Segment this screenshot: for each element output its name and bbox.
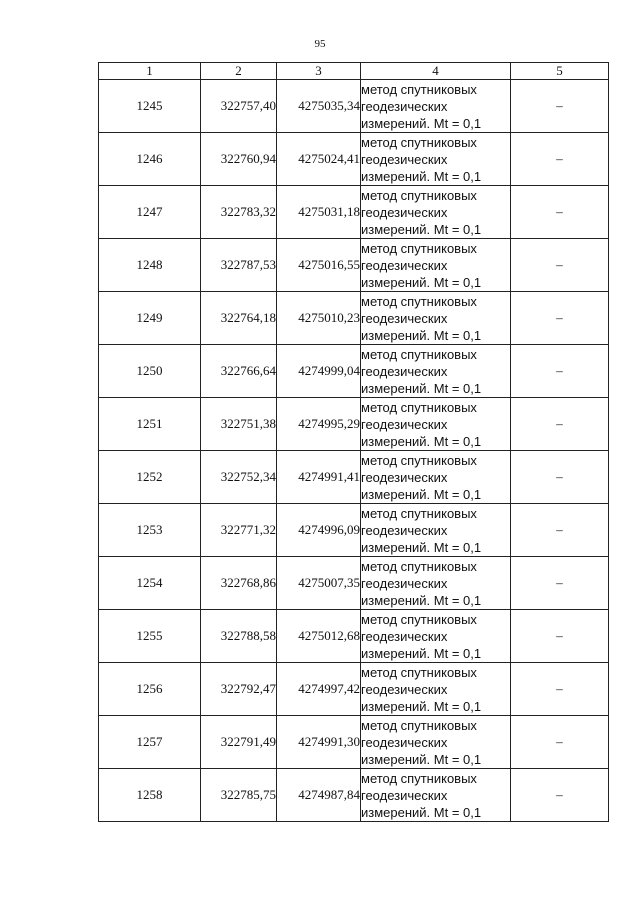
point-number-cell: 1251: [99, 398, 201, 451]
note-cell: –: [511, 80, 609, 133]
note-cell: –: [511, 769, 609, 822]
table-row: [99, 451, 609, 504]
x-coordinate-cell: 322764,18: [201, 292, 277, 345]
note-cell: –: [511, 451, 609, 504]
note-cell: –: [511, 133, 609, 186]
y-coordinate-cell: 4275024,41: [277, 133, 361, 186]
y-coordinate-cell: 4275012,68: [277, 610, 361, 663]
method-line: метод спутниковых: [361, 240, 477, 256]
method-line: метод спутниковых: [361, 187, 477, 203]
point-number-cell: 1250: [99, 345, 201, 398]
method-line: измерений. Mt = 0,1: [361, 698, 482, 714]
table-row: [99, 610, 609, 663]
x-coordinate-cell: 322766,64: [201, 345, 277, 398]
table-row: [99, 769, 609, 822]
method-line: измерений. Mt = 0,1: [361, 751, 482, 767]
y-coordinate-cell: 4274999,04: [277, 345, 361, 398]
point-number-cell: 1258: [99, 769, 201, 822]
x-coordinate-cell: 322751,38: [201, 398, 277, 451]
y-coordinate-cell: 4274991,41: [277, 451, 361, 504]
x-coordinate-cell: 322791,49: [201, 716, 277, 769]
y-coordinate-cell: 4274991,30: [277, 716, 361, 769]
x-coordinate-cell: 322768,86: [201, 557, 277, 610]
column-header: 4: [361, 63, 511, 80]
y-coordinate-cell: 4275010,23: [277, 292, 361, 345]
table-row: [99, 716, 609, 769]
page-number: 95: [314, 38, 326, 50]
method-line: геодезических: [361, 310, 448, 326]
method-cell: [361, 292, 511, 345]
method-cell: [361, 557, 511, 610]
note-cell: –: [511, 610, 609, 663]
method-cell: [361, 345, 511, 398]
column-header: 5: [511, 63, 609, 80]
method-cell: [361, 610, 511, 663]
point-number-cell: 1256: [99, 663, 201, 716]
note-cell: –: [511, 504, 609, 557]
point-number-cell: 1245: [99, 80, 201, 133]
method-cell: [361, 663, 511, 716]
method-line: метод спутниковых: [361, 134, 477, 150]
method-line: геодезических: [361, 257, 448, 273]
note-cell: –: [511, 663, 609, 716]
table-row: [99, 186, 609, 239]
point-number-cell: 1246: [99, 133, 201, 186]
method-line: метод спутниковых: [361, 505, 477, 521]
y-coordinate-cell: 4275007,35: [277, 557, 361, 610]
method-line: метод спутниковых: [361, 346, 477, 362]
method-line: метод спутниковых: [361, 717, 477, 733]
point-number-cell: 1252: [99, 451, 201, 504]
method-line: геодезических: [361, 416, 448, 432]
method-cell: [361, 398, 511, 451]
note-cell: –: [511, 239, 609, 292]
x-coordinate-cell: 322787,53: [201, 239, 277, 292]
method-line: метод спутниковых: [361, 399, 477, 415]
table-row: [99, 398, 609, 451]
table-row: [99, 504, 609, 557]
method-line: метод спутниковых: [361, 81, 477, 97]
method-line: измерений. Mt = 0,1: [361, 221, 482, 237]
table-row: [99, 663, 609, 716]
note-cell: –: [511, 186, 609, 239]
y-coordinate-cell: 4274996,09: [277, 504, 361, 557]
table-row: [99, 239, 609, 292]
method-line: измерений. Mt = 0,1: [361, 486, 482, 502]
method-line: метод спутниковых: [361, 452, 477, 468]
method-line: геодезических: [361, 628, 448, 644]
table-body: [99, 80, 609, 822]
method-cell: [361, 716, 511, 769]
method-line: измерений. Mt = 0,1: [361, 645, 482, 661]
method-line: геодезических: [361, 98, 448, 114]
method-cell: [361, 80, 511, 133]
x-coordinate-cell: 322757,40: [201, 80, 277, 133]
table-row: [99, 80, 609, 133]
y-coordinate-cell: 4275035,34: [277, 80, 361, 133]
point-number-cell: 1254: [99, 557, 201, 610]
table-row: [99, 292, 609, 345]
method-line: геодезических: [361, 151, 448, 167]
method-line: измерений. Mt = 0,1: [361, 539, 482, 555]
method-line: измерений. Mt = 0,1: [361, 327, 482, 343]
column-header: 1: [99, 63, 201, 80]
y-coordinate-cell: 4274997,42: [277, 663, 361, 716]
method-line: измерений. Mt = 0,1: [361, 115, 482, 131]
note-cell: –: [511, 716, 609, 769]
table-row: [99, 557, 609, 610]
x-coordinate-cell: 322752,34: [201, 451, 277, 504]
method-line: метод спутниковых: [361, 558, 477, 574]
note-cell: –: [511, 398, 609, 451]
method-cell: [361, 239, 511, 292]
method-line: измерений. Mt = 0,1: [361, 168, 482, 184]
method-line: измерений. Mt = 0,1: [361, 433, 482, 449]
method-line: геодезических: [361, 469, 448, 485]
method-line: метод спутниковых: [361, 664, 477, 680]
point-number-cell: 1257: [99, 716, 201, 769]
method-cell: [361, 186, 511, 239]
method-line: метод спутниковых: [361, 611, 477, 627]
x-coordinate-cell: 322785,75: [201, 769, 277, 822]
y-coordinate-cell: 4275031,18: [277, 186, 361, 239]
point-number-cell: 1253: [99, 504, 201, 557]
table-row: [99, 345, 609, 398]
y-coordinate-cell: 4274995,29: [277, 398, 361, 451]
method-line: геодезических: [361, 575, 448, 591]
method-line: геодезических: [361, 363, 448, 379]
method-line: геодезических: [361, 204, 448, 220]
method-line: геодезических: [361, 681, 448, 697]
table-row: [99, 133, 609, 186]
method-line: геодезических: [361, 522, 448, 538]
y-coordinate-cell: 4274987,84: [277, 769, 361, 822]
x-coordinate-cell: 322792,47: [201, 663, 277, 716]
point-number-cell: 1255: [99, 610, 201, 663]
column-header: 3: [277, 63, 361, 80]
method-cell: [361, 504, 511, 557]
point-number-cell: 1249: [99, 292, 201, 345]
note-cell: –: [511, 557, 609, 610]
coordinates-table: [98, 62, 609, 822]
method-line: измерений. Mt = 0,1: [361, 274, 482, 290]
method-line: метод спутниковых: [361, 293, 477, 309]
table-header-row: [99, 63, 609, 80]
method-cell: [361, 133, 511, 186]
note-cell: –: [511, 345, 609, 398]
y-coordinate-cell: 4275016,55: [277, 239, 361, 292]
method-line: геодезических: [361, 734, 448, 750]
method-line: измерений. Mt = 0,1: [361, 804, 482, 820]
method-line: метод спутниковых: [361, 770, 477, 786]
column-header: 2: [201, 63, 277, 80]
method-cell: [361, 451, 511, 504]
x-coordinate-cell: 322771,32: [201, 504, 277, 557]
method-line: измерений. Mt = 0,1: [361, 592, 482, 608]
x-coordinate-cell: 322788,58: [201, 610, 277, 663]
method-line: измерений. Mt = 0,1: [361, 380, 482, 396]
method-cell: [361, 769, 511, 822]
method-line: геодезических: [361, 787, 448, 803]
point-number-cell: 1248: [99, 239, 201, 292]
note-cell: –: [511, 292, 609, 345]
x-coordinate-cell: 322783,32: [201, 186, 277, 239]
point-number-cell: 1247: [99, 186, 201, 239]
x-coordinate-cell: 322760,94: [201, 133, 277, 186]
